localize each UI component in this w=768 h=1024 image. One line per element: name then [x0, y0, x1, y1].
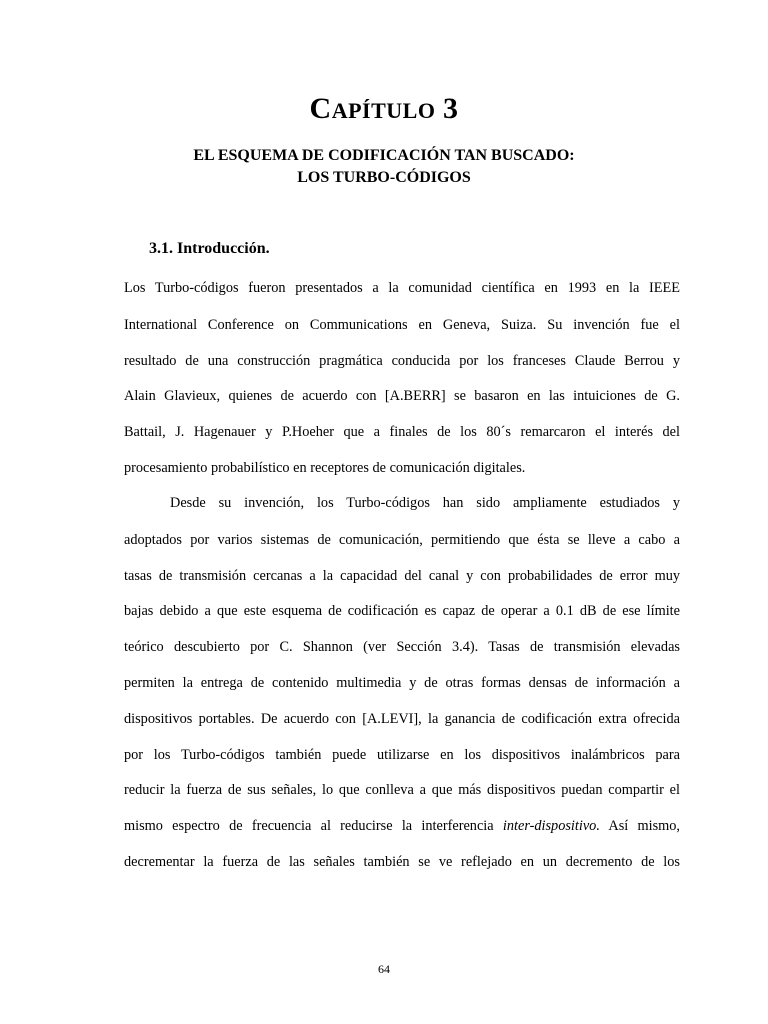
- paragraph-1-line: Alain Glavieux, quienes de acuerdo con [A.BERR] se basaron en las intuiciones de G.: [124, 388, 680, 404]
- paragraph-2-line: reducir la fuerza de sus señales, lo que conlleva a que más dispositivos puedan compartir el: [124, 782, 680, 798]
- paragraph-1-line: Los Turbo-códigos fueron presentados a la comunidad científica en 1993 en la IEEE: [124, 280, 680, 296]
- italic-term: inter-dispositivo.: [502, 818, 600, 834]
- paragraph-1-line: Battail, J. Hagenauer y P.Hoeher que a finales de los 80´s remarcaron el interés del: [124, 424, 680, 440]
- paragraph-2-line: permiten la entrega de contenido multimedia y de otras formas densas de información a: [124, 675, 680, 691]
- paragraph-2-line: tasas de transmisión cercanas a la capacidad del canal y con probabilidades de error muy: [124, 568, 680, 584]
- chapter-heading: [0, 92, 768, 126]
- chapter-first-letter: C: [309, 92, 332, 125]
- line-text-before: mismo espectro de frecuencia al reducirse la interferencia: [124, 818, 503, 834]
- chapter-number: 3: [442, 92, 459, 125]
- paragraph-1-line: resultado de una construcción pragmática conducida por los franceses Claude Berrou y: [124, 353, 680, 369]
- paragraph-2-line: por los Turbo-códigos también puede utilizarse en los dispositivos inalámbricos para: [124, 747, 680, 763]
- chapter-title-line-2: LOS TURBO-CÓDIGOS: [297, 169, 471, 186]
- paragraph-1-line: International Conference on Communications en Geneva, Suiza. Su invención fue el: [124, 317, 680, 333]
- paragraph-2-line: Desde su invención, los Turbo-códigos han sido ampliamente estudiados y: [170, 495, 680, 511]
- line-text-after: Así mismo,: [599, 818, 680, 834]
- chapter-word: APÍTULO: [331, 98, 436, 123]
- paragraph-1-line: procesamiento probabilístico en receptores de comunicación digitales.: [124, 460, 526, 476]
- paragraph-2-line: teórico descubierto por C. Shannon (ver Sección 3.4). Tasas de transmisión elevadas: [124, 639, 680, 655]
- page-number: 64: [378, 962, 390, 976]
- chapter-title-line-1: EL ESQUEMA DE CODIFICACIÓN TAN BUSCADO:: [193, 147, 575, 164]
- paragraph-2-line: adoptados por varios sistemas de comunicación, permitiendo que ésta se lleve a cabo a: [124, 532, 680, 548]
- paragraph-2-line-with-italic: [124, 817, 680, 835]
- paragraph-2-line: bajas debido a que este esquema de codificación es capaz de operar a 0.1 dB de ese límite: [124, 603, 680, 619]
- section-heading: 3.1. Introducción.: [149, 240, 270, 257]
- paragraph-2-line: dispositivos portables. De acuerdo con [A.LEVI], la ganancia de codificación extra ofrecida: [124, 711, 680, 727]
- paragraph-2-line: decrementar la fuerza de las señales también se ve reflejado en un decremento de los: [124, 854, 680, 870]
